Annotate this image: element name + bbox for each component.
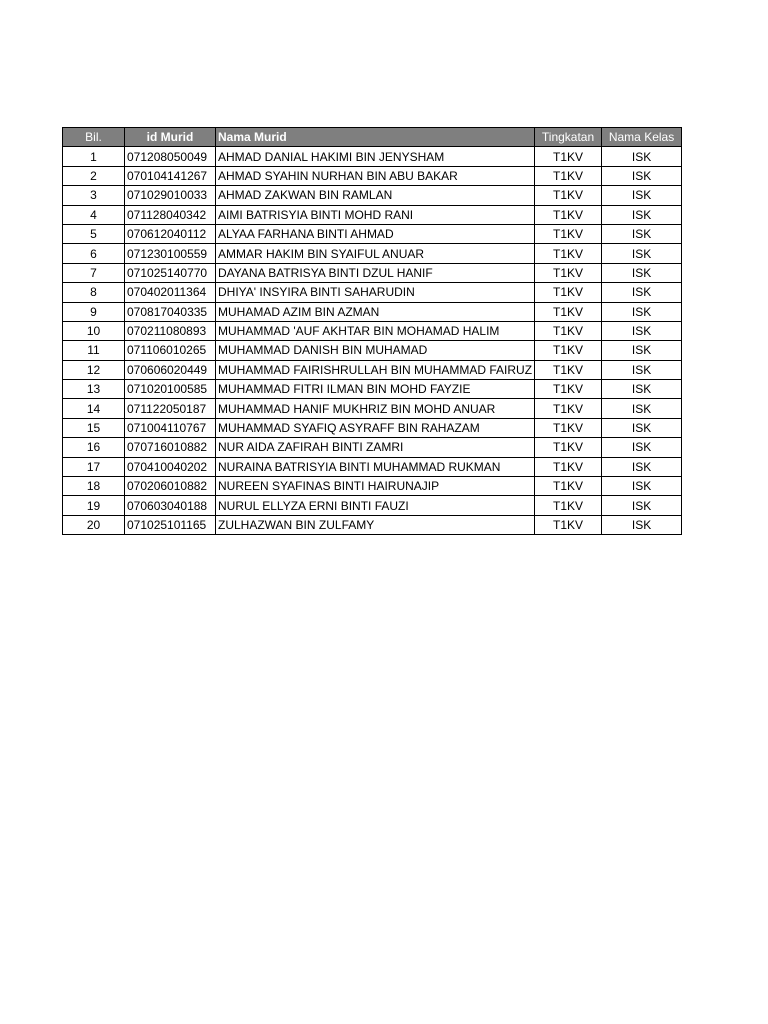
- cell-nama-kelas: ISK: [602, 321, 682, 340]
- cell-nama-murid: MUHAMMAD 'AUF AKHTAR BIN MOHAMAD HALIM: [216, 321, 535, 340]
- cell-id-murid: 071122050187: [125, 399, 216, 418]
- cell-nama-murid: NURUL ELLYZA ERNI BINTI FAUZI: [216, 496, 535, 515]
- cell-nama-kelas: ISK: [602, 283, 682, 302]
- table-row: [63, 418, 682, 437]
- cell-id-murid: 070612040112: [125, 224, 216, 243]
- cell-nama-kelas: ISK: [602, 224, 682, 243]
- cell-tingkatan: T1KV: [535, 515, 602, 534]
- cell-nama-kelas: ISK: [602, 418, 682, 437]
- table-row: [63, 205, 682, 224]
- cell-bil: 12: [63, 360, 125, 379]
- cell-bil: 10: [63, 321, 125, 340]
- cell-bil: 15: [63, 418, 125, 437]
- cell-nama-kelas: ISK: [602, 341, 682, 360]
- table-row: [63, 360, 682, 379]
- table-row: [63, 166, 682, 185]
- cell-nama-kelas: ISK: [602, 477, 682, 496]
- cell-bil: 8: [63, 283, 125, 302]
- cell-tingkatan: T1KV: [535, 283, 602, 302]
- header-tingkatan: Tingkatan: [535, 128, 602, 147]
- table-row: [63, 186, 682, 205]
- cell-tingkatan: T1KV: [535, 418, 602, 437]
- cell-nama-murid: MUHAMMAD HANIF MUKHRIZ BIN MOHD ANUAR: [216, 399, 535, 418]
- cell-nama-murid: MUHAMMAD SYAFIQ ASYRAFF BIN RAHAZAM: [216, 418, 535, 437]
- header-bil: Bil.: [63, 128, 125, 147]
- cell-id-murid: 071106010265: [125, 341, 216, 360]
- cell-tingkatan: T1KV: [535, 360, 602, 379]
- cell-bil: 17: [63, 457, 125, 476]
- table-body: [63, 147, 682, 535]
- cell-tingkatan: T1KV: [535, 263, 602, 282]
- cell-bil: 4: [63, 205, 125, 224]
- cell-bil: 18: [63, 477, 125, 496]
- cell-nama-murid: NURAINA BATRISYIA BINTI MUHAMMAD RUKMAN: [216, 457, 535, 476]
- table-row: [63, 515, 682, 534]
- cell-nama-kelas: ISK: [602, 166, 682, 185]
- cell-nama-kelas: ISK: [602, 496, 682, 515]
- cell-bil: 6: [63, 244, 125, 263]
- cell-nama-kelas: ISK: [602, 515, 682, 534]
- cell-tingkatan: T1KV: [535, 302, 602, 321]
- cell-nama-murid: AHMAD DANIAL HAKIMI BIN JENYSHAM: [216, 147, 535, 166]
- cell-bil: 9: [63, 302, 125, 321]
- cell-id-murid: 070606020449: [125, 360, 216, 379]
- cell-nama-murid: DHIYA' INSYIRA BINTI SAHARUDIN: [216, 283, 535, 302]
- cell-id-murid: 070817040335: [125, 302, 216, 321]
- cell-tingkatan: T1KV: [535, 438, 602, 457]
- cell-id-murid: 071025140770: [125, 263, 216, 282]
- table-row: [63, 438, 682, 457]
- cell-nama-murid: NUR AIDA ZAFIRAH BINTI ZAMRI: [216, 438, 535, 457]
- cell-tingkatan: T1KV: [535, 166, 602, 185]
- cell-nama-kelas: ISK: [602, 360, 682, 379]
- cell-bil: 14: [63, 399, 125, 418]
- cell-tingkatan: T1KV: [535, 496, 602, 515]
- cell-tingkatan: T1KV: [535, 205, 602, 224]
- cell-id-murid: 070206010882: [125, 477, 216, 496]
- cell-nama-murid: ALYAA FARHANA BINTI AHMAD: [216, 224, 535, 243]
- cell-id-murid: 071208050049: [125, 147, 216, 166]
- cell-id-murid: 071029010033: [125, 186, 216, 205]
- cell-id-murid: 071128040342: [125, 205, 216, 224]
- table-row: [63, 496, 682, 515]
- cell-tingkatan: T1KV: [535, 244, 602, 263]
- cell-bil: 5: [63, 224, 125, 243]
- table-row: [63, 341, 682, 360]
- cell-id-murid: 071230100559: [125, 244, 216, 263]
- cell-bil: 19: [63, 496, 125, 515]
- cell-nama-kelas: ISK: [602, 380, 682, 399]
- table-row: [63, 399, 682, 418]
- header-nama-kelas: Nama Kelas: [602, 128, 682, 147]
- table-row: [63, 244, 682, 263]
- cell-nama-murid: MUHAMAD AZIM BIN AZMAN: [216, 302, 535, 321]
- cell-tingkatan: T1KV: [535, 321, 602, 340]
- cell-nama-kelas: ISK: [602, 457, 682, 476]
- cell-id-murid: 070410040202: [125, 457, 216, 476]
- cell-id-murid: 070603040188: [125, 496, 216, 515]
- cell-nama-kelas: ISK: [602, 399, 682, 418]
- cell-nama-murid: NUREEN SYAFINAS BINTI HAIRUNAJIP: [216, 477, 535, 496]
- cell-id-murid: 071025101165: [125, 515, 216, 534]
- cell-bil: 20: [63, 515, 125, 534]
- cell-id-murid: 070402011364: [125, 283, 216, 302]
- student-list-table: [62, 127, 682, 535]
- cell-id-murid: 070716010882: [125, 438, 216, 457]
- cell-nama-kelas: ISK: [602, 438, 682, 457]
- cell-nama-kelas: ISK: [602, 205, 682, 224]
- cell-tingkatan: T1KV: [535, 477, 602, 496]
- cell-bil: 2: [63, 166, 125, 185]
- cell-nama-murid: AHMAD SYAHIN NURHAN BIN ABU BAKAR: [216, 166, 535, 185]
- cell-bil: 16: [63, 438, 125, 457]
- cell-tingkatan: T1KV: [535, 186, 602, 205]
- header-id-murid: id Murid: [125, 128, 216, 147]
- cell-nama-murid: AMMAR HAKIM BIN SYAIFUL ANUAR: [216, 244, 535, 263]
- cell-tingkatan: T1KV: [535, 147, 602, 166]
- cell-nama-kelas: ISK: [602, 147, 682, 166]
- table-row: [63, 263, 682, 282]
- cell-id-murid: 071020100585: [125, 380, 216, 399]
- table-row: [63, 224, 682, 243]
- cell-bil: 7: [63, 263, 125, 282]
- table-row: [63, 321, 682, 340]
- cell-id-murid: 070104141267: [125, 166, 216, 185]
- cell-bil: 13: [63, 380, 125, 399]
- cell-nama-murid: DAYANA BATRISYA BINTI DZUL HANIF: [216, 263, 535, 282]
- cell-tingkatan: T1KV: [535, 224, 602, 243]
- cell-id-murid: 071004110767: [125, 418, 216, 437]
- cell-nama-murid: MUHAMMAD DANISH BIN MUHAMAD: [216, 341, 535, 360]
- table-row: [63, 457, 682, 476]
- cell-bil: 1: [63, 147, 125, 166]
- header-nama-murid: Nama Murid: [216, 128, 535, 147]
- cell-nama-kelas: ISK: [602, 186, 682, 205]
- cell-nama-kelas: ISK: [602, 244, 682, 263]
- cell-tingkatan: T1KV: [535, 380, 602, 399]
- cell-bil: 11: [63, 341, 125, 360]
- header-row: [63, 128, 682, 147]
- cell-tingkatan: T1KV: [535, 457, 602, 476]
- table-row: [63, 380, 682, 399]
- table-row: [63, 302, 682, 321]
- cell-nama-kelas: ISK: [602, 302, 682, 321]
- table-header: [63, 128, 682, 147]
- cell-nama-murid: AHMAD ZAKWAN BIN RAMLAN: [216, 186, 535, 205]
- cell-tingkatan: T1KV: [535, 399, 602, 418]
- cell-nama-murid: MUHAMMAD FITRI ILMAN BIN MOHD FAYZIE: [216, 380, 535, 399]
- cell-id-murid: 070211080893: [125, 321, 216, 340]
- cell-nama-murid: MUHAMMAD FAIRISHRULLAH BIN MUHAMMAD FAIRUZ: [216, 360, 535, 379]
- cell-tingkatan: T1KV: [535, 341, 602, 360]
- table-row: [63, 477, 682, 496]
- table-row: [63, 283, 682, 302]
- cell-nama-murid: AIMI BATRISYIA BINTI MOHD RANI: [216, 205, 535, 224]
- cell-bil: 3: [63, 186, 125, 205]
- cell-nama-murid: ZULHAZWAN BIN ZULFAMY: [216, 515, 535, 534]
- table-row: [63, 147, 682, 166]
- cell-nama-kelas: ISK: [602, 263, 682, 282]
